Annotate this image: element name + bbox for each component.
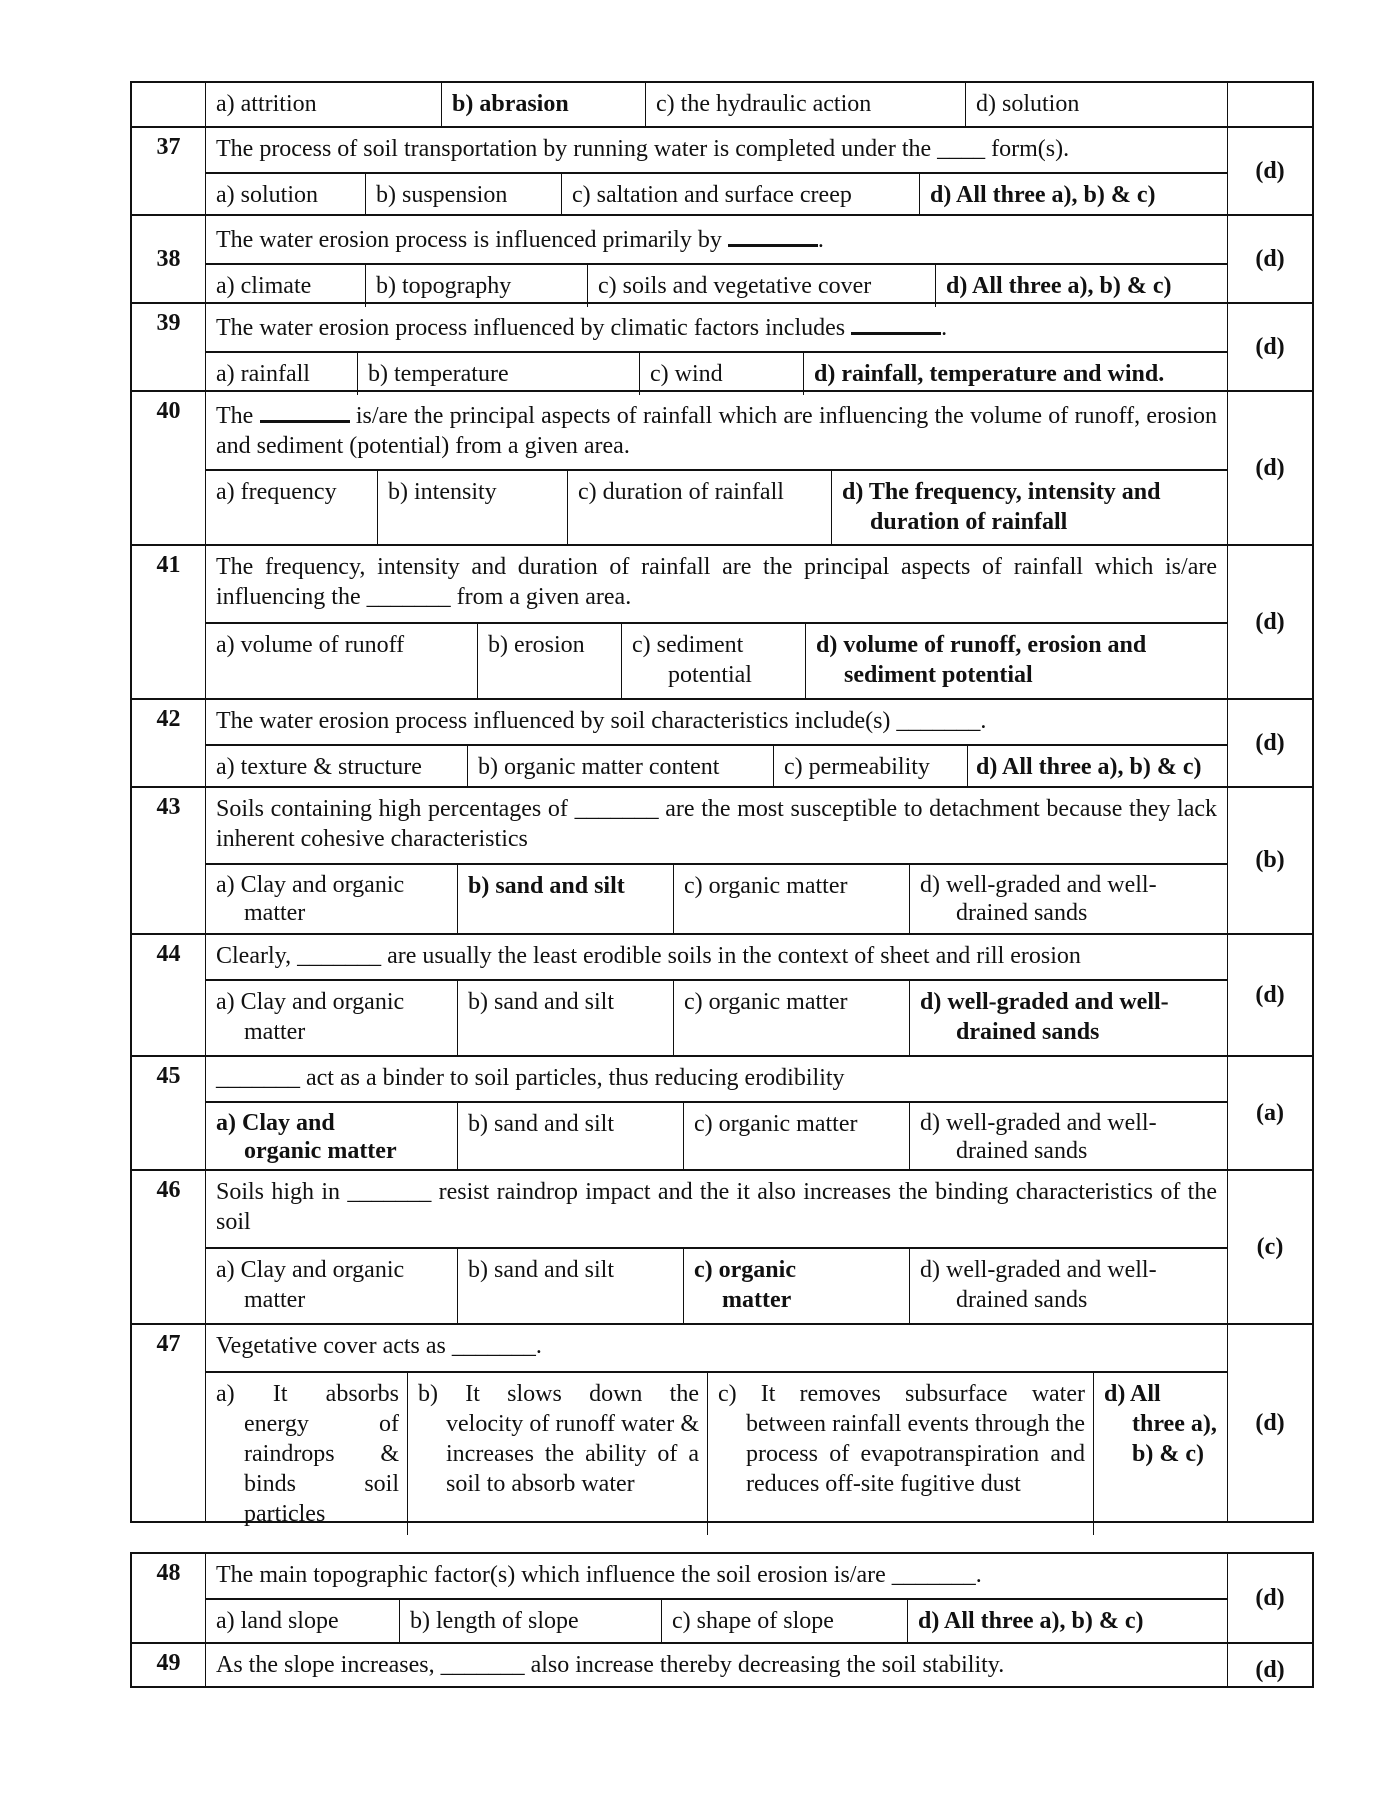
option-a: a) land slope: [206, 1600, 400, 1642]
option-c: c) It removes subsurface water between rainfall events through the process of evapotranspiration and reduces off-site fugitive dust: [708, 1373, 1094, 1535]
question-number: 42: [132, 700, 206, 786]
option-a: a) texture & structure: [206, 746, 468, 788]
answer-cell: (d): [1255, 333, 1285, 360]
option-c: c) saltation and surface creep: [562, 174, 920, 216]
option-a: a) climate: [206, 265, 366, 307]
answer-blank: [851, 310, 941, 335]
options-row: [206, 351, 1227, 395]
answer-cell: (c): [1256, 1233, 1284, 1260]
question-body: [206, 304, 1228, 390]
option-b: b) organic matter content: [468, 746, 774, 788]
question-text: The main topographic factor(s) which influence the soil erosion is/are _______.: [216, 1562, 982, 1588]
question-row-47: [132, 1323, 1312, 1527]
option-a: a) solution: [206, 174, 366, 216]
question-body: [206, 1057, 1228, 1169]
option-c: c) the hydraulic action: [646, 83, 966, 126]
question-row-37: [132, 126, 1312, 214]
options-row: [206, 172, 1227, 216]
question-number: 37: [132, 128, 206, 214]
question-row-46: [132, 1169, 1312, 1323]
option-a: a) It absorbs energy of raindrops & binds soil particles: [206, 1373, 408, 1535]
answer-blank: [260, 398, 350, 423]
question-text: The is/are the principal aspects of rainfall which are influencing the volume of runoff, erosion and sediment (potential) from a given area.: [206, 392, 1227, 469]
question-row-44: [132, 933, 1312, 1055]
answer-cell: (d): [1255, 729, 1285, 756]
option-b: b) suspension: [366, 174, 562, 216]
options-row: [206, 1101, 1227, 1171]
question-text: Soils high in _______ resist raindrop impact and the it also increases the binding characteristics of the soil: [216, 1179, 1217, 1235]
question-text: As the slope increases, _______ also increase thereby decreasing the soil stability.: [216, 1652, 1005, 1678]
answer-cell: (d): [1255, 1584, 1285, 1611]
question-body: [206, 392, 1228, 544]
options-row: [206, 979, 1227, 1055]
question-number: 49: [132, 1644, 206, 1686]
mcq-table-2: [130, 1552, 1314, 1688]
answer-cell: (d): [1255, 157, 1285, 184]
question-text: Vegetative cover acts as _______.: [216, 1333, 542, 1359]
question-body: [206, 1171, 1228, 1323]
question-text: The water erosion process influenced by climatic factors includes .: [206, 304, 1227, 351]
question-row-41: [132, 544, 1312, 698]
question-number: 44: [132, 935, 206, 1055]
option-b: b) abrasion: [442, 83, 646, 126]
question-row-39: [132, 302, 1312, 390]
option-d: d) All three a), b) & c): [946, 273, 1172, 299]
answer-cell: (d): [1255, 981, 1285, 1008]
question-number: 41: [132, 546, 206, 698]
question-text: The water erosion process is influenced primarily by .: [206, 216, 1227, 263]
question-number: 46: [132, 1171, 206, 1323]
option-d: d) well-graded and well- drained sands: [920, 1110, 1157, 1164]
option-c: c) organic matter: [684, 1103, 910, 1171]
question-body: [206, 128, 1228, 214]
option-c: c) wind: [640, 353, 804, 395]
question-row-49: [132, 1642, 1312, 1686]
question-body: [206, 216, 1228, 302]
option-b: b) topography: [366, 265, 588, 307]
option-a: a) rainfall: [206, 353, 358, 395]
option-b: b) erosion: [478, 624, 622, 698]
option-c: c) duration of rainfall: [568, 471, 832, 544]
option-d: d) rainfall, temperature and wind.: [814, 361, 1165, 387]
option-b: b) sand and silt: [458, 1103, 684, 1171]
option-d: d) All three a), b) & c): [930, 182, 1156, 208]
question-row-38: [132, 214, 1312, 302]
option-a: a) frequency: [206, 471, 378, 544]
option-d: d) well-graded and well- drained sands: [920, 1257, 1157, 1313]
options-row: [206, 1371, 1227, 1535]
question-number: 48: [132, 1554, 206, 1642]
question-body: [206, 83, 1228, 126]
option-b: b) sand and silt: [458, 981, 674, 1055]
question-row-36-cont: [132, 83, 1312, 126]
options-row: [206, 1247, 1227, 1323]
option-c: c) organic matter: [674, 865, 910, 933]
question-number: 38: [132, 216, 206, 302]
question-text: Clearly, _______ are usually the least erodible soils in the context of sheet and rill erosion: [216, 943, 1081, 969]
option-d: d) All three a), b) & c): [1104, 1381, 1217, 1467]
question-row-45: [132, 1055, 1312, 1169]
question-row-43: [132, 786, 1312, 933]
answer-blank: [728, 222, 818, 247]
option-d: d) All three a), b) & c): [976, 754, 1202, 780]
option-c: c) permeability: [774, 746, 968, 788]
options-row: [206, 744, 1227, 788]
question-text: The process of soil transportation by running water is completed under the ____ form(s).: [216, 136, 1070, 162]
answer-cell: [1228, 83, 1312, 126]
question-row-42: [132, 698, 1312, 786]
answer-cell: (d): [1255, 1409, 1285, 1436]
option-a: a) Clay and organic matter: [206, 865, 458, 933]
answer-cell: (a): [1256, 1099, 1284, 1126]
question-row-48: [132, 1554, 1312, 1642]
option-d: d) volume of runoff, erosion and sediment potential: [816, 632, 1147, 688]
question-row-40: [132, 390, 1312, 544]
option-d: d) well-graded and well- drained sands: [920, 989, 1169, 1045]
option-d: d) solution: [976, 91, 1080, 117]
option-d: d) All three a), b) & c): [918, 1608, 1144, 1634]
option-a: a) attrition: [206, 83, 442, 126]
option-d: d) well-graded and well- drained sands: [920, 872, 1157, 926]
option-a: a) Clay and organic matter: [206, 981, 458, 1055]
answer-cell: (d): [1255, 1657, 1285, 1683]
question-text: _______ act as a binder to soil particles, thus reducing erodibility: [216, 1065, 845, 1091]
option-c: c) sediment potential: [622, 624, 806, 698]
question-body: [206, 700, 1228, 786]
options-row: [206, 469, 1227, 544]
option-c: c) organic matter: [684, 1249, 910, 1323]
answer-cell: (d): [1255, 608, 1285, 635]
question-body: [206, 1644, 1228, 1686]
question-body: [206, 546, 1228, 698]
question-body: [206, 935, 1228, 1055]
question-body: [206, 1554, 1228, 1642]
options-row: [206, 622, 1227, 698]
options-row: [206, 1598, 1227, 1642]
options-row: [206, 83, 1227, 126]
option-a: a) Clay and organic matter: [206, 1249, 458, 1323]
question-number: 47: [132, 1325, 206, 1521]
question-number: 45: [132, 1057, 206, 1169]
question-number: 39: [132, 304, 206, 390]
answer-cell: (d): [1255, 454, 1285, 481]
option-c: c) organic matter: [674, 981, 910, 1055]
option-d: d) The frequency, intensity and duration of rainfall: [842, 479, 1161, 535]
question-text: Soils containing high percentages of _______ are the most susceptible to detachment because they lack inherent cohesive characteristics: [216, 796, 1217, 852]
options-row: [206, 263, 1227, 307]
question-number: [132, 83, 206, 126]
option-a: a) volume of runoff: [206, 624, 478, 698]
mcq-table-1: [130, 81, 1314, 1527]
option-b: b) It slows down the velocity of runoff water & increases the ability of a soil to absorb water: [408, 1373, 708, 1535]
option-b: b) sand and silt: [458, 1249, 684, 1323]
option-b: b) sand and silt: [458, 865, 674, 933]
question-body: [206, 1325, 1228, 1527]
answer-cell: (b): [1255, 847, 1285, 873]
question-text: The water erosion process influenced by soil characteristics include(s) _______.: [216, 708, 987, 734]
option-b: b) intensity: [378, 471, 568, 544]
question-number: 40: [132, 392, 206, 544]
option-b: b) temperature: [358, 353, 640, 395]
option-a: a) Clay and organic matter: [206, 1103, 458, 1171]
answer-cell: (d): [1255, 245, 1285, 272]
option-c: c) soils and vegetative cover: [588, 265, 936, 307]
options-row: [206, 863, 1227, 933]
option-b: b) length of slope: [400, 1600, 662, 1642]
question-number: 43: [132, 788, 206, 933]
question-text: The frequency, intensity and duration of rainfall are the principal aspects of rainfall which is/are influencing the _______ from a given area.: [216, 554, 1217, 610]
option-c: c) shape of slope: [662, 1600, 908, 1642]
question-body: [206, 788, 1228, 933]
